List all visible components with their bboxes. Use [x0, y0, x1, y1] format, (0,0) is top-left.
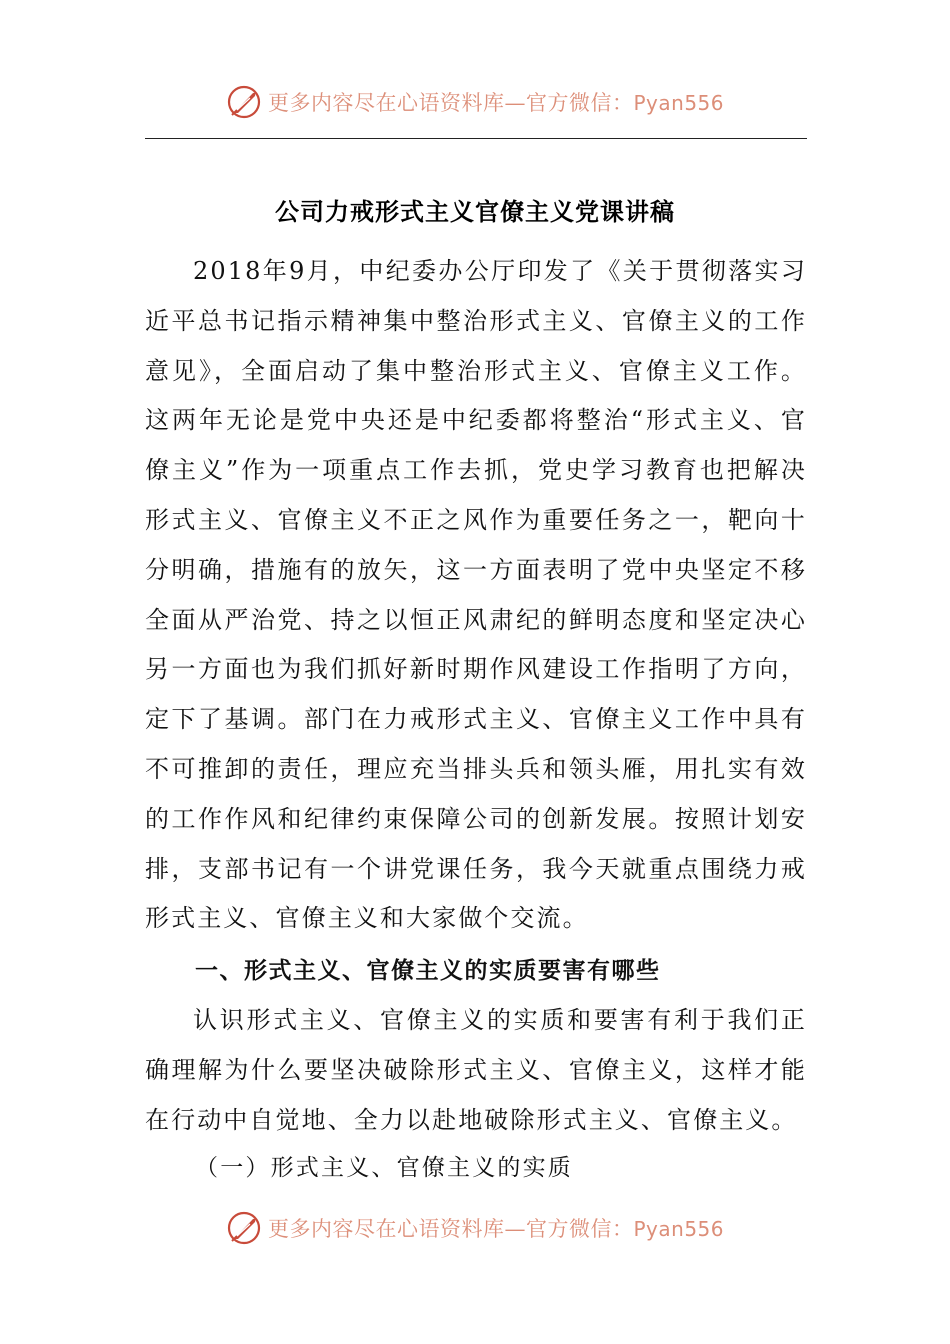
- quill-logo-icon: [226, 84, 262, 120]
- watermark-text: 更多内容尽在心语资料库—官方微信：Pyan556: [267, 91, 724, 115]
- paragraph-intro: 2018年9月，中纪委办公厅印发了《关于贯彻落实习近平总书记指示精神集中整治形式主义、官僚主义的工作意见》，全面启动了集中整治形式主义、官僚主义工作。这两年无论是党中央还是中纪委都将整治“形式主义、官僚主义”作为一项重点工作去抓，党史学习教育也把解决形式主义、官僚主义不正之风作为重要任务之一，靶向十分明确，措施有的放矢，这一方面表明了党中央坚定不移全面从严治党、持之以恒正风肃纪的鲜明态度和坚定决心另一方面也为我们抓好新时期作风建设工作指明了方向，定下了基调。部门在力戒形式主义、官僚主义工作中具有不可推卸的责任，理应充当排头兵和领头雁，用扎实有效的工作作风和纪律约束保障公司的创新发展。按照计划安排，支部书记有一个讲党课任务，我今天就重点围绕力戒形式主义、官僚主义和大家做个交流。: [145, 257, 807, 933]
- watermark-text: 更多内容尽在心语资料库—官方微信：Pyan556: [267, 1217, 724, 1241]
- header-divider: [145, 138, 807, 139]
- section-heading-1: 一、形式主义、官僚主义的实质要害有哪些: [195, 958, 661, 984]
- paragraph-section-1: 认识形式主义、官僚主义的实质和要害有利于我们正确理解为什么要坚决破除形式主义、官僚主义，这样才能在行动中自觉地、全力以赴地破除形式主义、官僚主义。: [145, 1006, 807, 1134]
- header-watermark: [0, 82, 950, 122]
- quill-logo-icon: [226, 1210, 262, 1246]
- footer-watermark: [0, 1208, 950, 1248]
- document-title: 公司力戒形式主义官僚主义党课讲稿: [275, 198, 675, 227]
- subsection-heading-1: （一）形式主义、官僚主义的实质: [195, 1155, 573, 1181]
